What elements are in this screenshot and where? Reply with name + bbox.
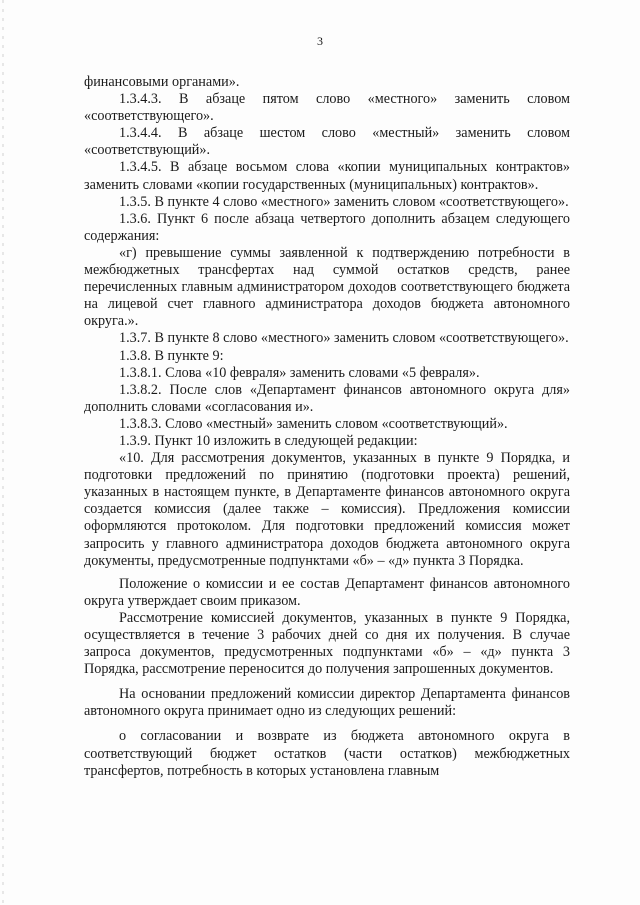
paragraph: 1.3.8.2. После слов «Департамент финансов автономного округа для» дополнить словами «согласования и». bbox=[84, 381, 570, 415]
paragraph: «10. Для рассмотрения документов, указанных в пункте 9 Порядка, и подготовки предложений по принятию (подготовки проекта) решений, указанных в настоящем пункте, в Департаменте финансов автономного округа создается комиссия (далее также – комиссия). Предложения комиссии оформляются протоколом. Для подготовки предложений комиссия может запросить у главного администратора доходов бюджета автономного округа документы, предусмотренные подпунктами «б» – «д» пункта 3 Порядка. bbox=[84, 450, 570, 569]
paragraph: 1.3.4.5. В абзаце восьмом слова «копии муниципальных контрактов» заменить словами «копии государственных (муниципальных) контрактов». bbox=[84, 159, 570, 193]
paragraph: 1.3.7. В пункте 8 слово «местного» заменить словом «соответствующего». bbox=[119, 330, 569, 347]
paragraph: финансовыми органами». bbox=[84, 74, 240, 90]
paragraph: 1.3.6. Пункт 6 после абзаца четвертого дополнить абзацем следующего содержания: bbox=[84, 210, 570, 244]
document-body bbox=[84, 74, 570, 780]
paragraph: 1.3.9. Пункт 10 изложить в следующей редакции: bbox=[119, 432, 418, 449]
paragraph: На основании предложений комиссии директор Департамента финансов автономного округа принимает одно из следующих решений: bbox=[84, 686, 570, 720]
paragraph: «г) превышение суммы заявленной к подтверждению потребности в межбюджетных трансфертах над суммой остатков средств, ранее перечисленных главным администратором доходов соответствующего бюджета на лицевой счет главного администратора доходов бюджета автономного округа.». bbox=[84, 244, 570, 330]
page-number: 3 bbox=[317, 34, 323, 48]
paragraph: о согласовании и возврате из бюджета автономного округа в соответствующий бюджет остатков (части остатков) межбюджетных трансфертов, потребность в которых установлена главным bbox=[84, 728, 570, 779]
paragraph: 1.3.8.1. Слова «10 февраля» заменить словами «5 февраля». bbox=[119, 364, 480, 381]
paragraph: Рассмотрение комиссией документов, указанных в пункте 9 Порядка, осуществляется в течение 3 рабочих дней со дня их получения. В случае запроса документов, предусмотренных подпунктами «б» – «д» пункта 3 Порядка, рассмотрение переносится до получения запрошенных документов. bbox=[84, 609, 570, 678]
scan-edge-artifact bbox=[2, 0, 4, 905]
paragraph: 1.3.5. В пункте 4 слово «местного» заменить словом «соответствующего». bbox=[119, 193, 569, 210]
paragraph: 1.3.8.3. Слово «местный» заменить словом «соответствующий». bbox=[119, 415, 508, 432]
paragraph: 1.3.8. В пункте 9: bbox=[119, 347, 224, 364]
paragraph: 1.3.4.4. В абзаце шестом слово «местный» заменить словом «соответствующий». bbox=[84, 125, 570, 159]
paragraph: 1.3.4.3. В абзаце пятом слово «местного» заменить словом «соответствующего». bbox=[84, 91, 570, 125]
paragraph: Положение о комиссии и ее состав Департамент финансов автономного округа утверждает своим приказом. bbox=[84, 575, 570, 609]
